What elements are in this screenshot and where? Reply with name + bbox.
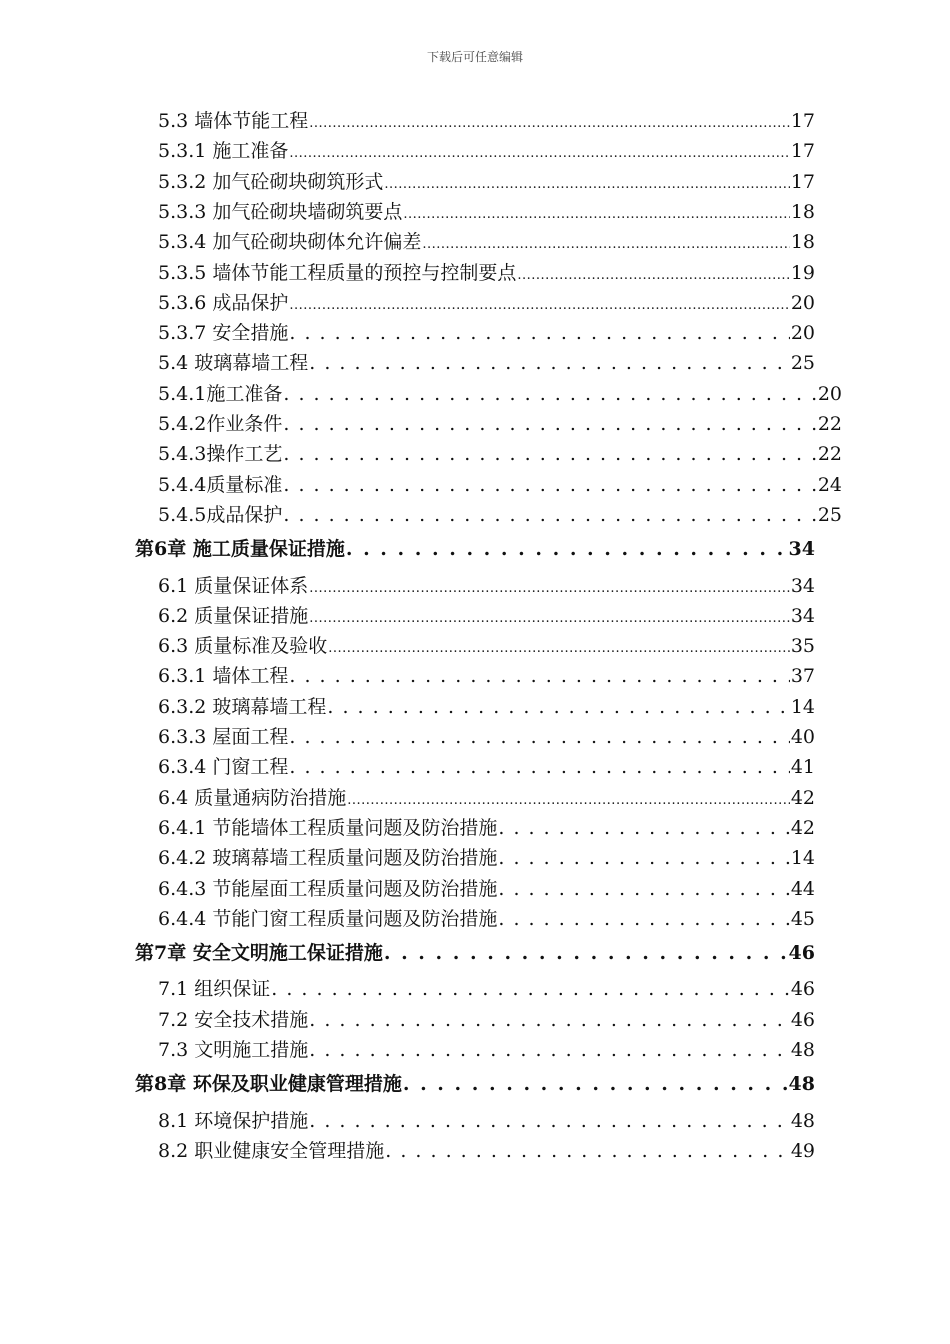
toc-entry-label: 8.1 环境保护措施 [158,1109,309,1132]
toc-entry-label: 第6章 施工质量保证措施 [135,538,345,561]
toc-entry[interactable] [158,813,815,843]
toc-dot-leader [346,534,788,564]
toc-page-number: 34 [790,604,815,627]
toc-entry-label: 5.4 玻璃幕墙工程 [158,352,309,375]
toc-page-number: 25 [817,503,842,526]
toc-entry-label: 5.4.5成品保护 [158,503,283,526]
toc-dot-leader [498,843,789,873]
toc-dot-leader [384,938,788,968]
toc-entry-label: 6.3.1 墙体工程 [158,665,289,688]
toc-page-number: 35 [790,635,815,658]
toc-chapter-entry[interactable] [135,1069,815,1099]
toc-entry-label: 5.4.3操作工艺 [158,443,283,466]
toc-dot-leader [283,500,816,530]
toc-dot-leader [289,136,789,169]
toc-entry[interactable] [158,379,842,409]
toc-entry[interactable] [158,904,815,934]
toc-page-number: 48 [790,1039,815,1061]
toc-page-number: 22 [817,443,842,466]
toc-entry-label: 5.3.1 施工准备 [158,140,289,163]
toc-page-number: 46 [790,978,815,1001]
toc-entry-label: 5.3.2 加气砼砌块砌筑形式 [158,170,384,193]
toc-entry[interactable] [158,288,815,318]
toc-entry[interactable] [158,1035,815,1065]
toc-page-number: 18 [790,200,815,223]
toc-chapter-entry[interactable] [135,938,815,968]
toc-entry-label: 5.3.6 成品保护 [158,291,289,314]
toc-page-number: 24 [817,473,842,496]
toc-entry[interactable] [158,1005,815,1035]
toc-page-number: 44 [790,877,815,900]
toc-entry-label: 5.3.7 安全措施 [158,322,289,345]
toc-entry[interactable] [158,631,815,661]
toc-entry-label: 5.3.4 加气砼砌块砌体允许偏差 [158,231,422,254]
toc-page-number: 14 [790,847,815,870]
toc-page-number: 19 [790,261,815,284]
toc-dot-leader [517,258,789,291]
toc-entry-label: 5.3 墙体节能工程 [158,110,309,132]
toc-page-number: 42 [790,786,815,809]
toc-entry-label: 5.3.3 加气砼砌块墙砌筑要点 [158,200,403,223]
toc-entry[interactable] [158,843,815,873]
toc-entry[interactable] [158,348,815,378]
toc-page-number: 18 [790,231,815,254]
toc-entry[interactable] [158,1106,815,1136]
toc-dot-leader [309,571,790,604]
toc-page-number: 45 [790,907,815,930]
toc-entry-label: 5.4.1施工准备 [158,382,283,405]
toc-dot-leader [309,1035,790,1065]
toc-entry[interactable] [158,722,815,752]
toc-dot-leader [309,1005,790,1035]
toc-entry-label: 6.4 质量通病防治措施 [158,786,347,809]
toc-page-number: 20 [790,322,815,345]
toc-entry[interactable] [158,752,815,782]
toc-entry[interactable] [158,227,815,257]
toc-dot-leader [403,197,789,230]
toc-entry-label: 6.3 质量标准及验收 [158,635,328,658]
toc-entry-label: 6.2 质量保证措施 [158,604,309,627]
toc-entry-label: 6.1 质量保证体系 [158,574,309,597]
toc-page-number: 25 [790,352,815,375]
toc-page-number: 14 [790,695,815,718]
toc-entry-label: 6.4.2 玻璃幕墙工程质量问题及防治措施 [158,847,498,870]
toc-page-number: 49 [790,1139,815,1162]
toc-entry-label: 7.1 组织保证 [158,978,271,1001]
toc-page-number: 20 [790,291,815,314]
toc-dot-leader [309,348,790,378]
toc-dot-leader [347,783,790,816]
toc-dot-leader [328,631,790,664]
toc-page-number: 17 [790,170,815,193]
toc-entry[interactable] [158,167,815,197]
toc-entry-label: 6.4.3 节能屋面工程质量问题及防治措施 [158,877,498,900]
toc-page-number: 40 [790,726,815,748]
toc-entry-label: 7.3 文明施工措施 [158,1039,309,1061]
toc-entry[interactable] [158,661,815,691]
toc-entry[interactable] [158,974,815,1004]
toc-entry[interactable] [158,571,815,601]
toc-entry[interactable] [158,106,815,136]
toc-entry[interactable] [158,874,815,904]
toc-entry[interactable] [158,197,815,227]
toc-dot-leader [283,470,816,500]
toc-entry-label: 5.4.2作业条件 [158,413,283,435]
toc-page-number: 17 [790,110,815,132]
toc-chapter-entry[interactable] [135,534,815,564]
toc-dot-leader [385,1136,790,1166]
toc-entry[interactable] [158,1136,815,1166]
toc-dot-leader [384,167,789,200]
toc-entry-label: 6.3.3 屋面工程 [158,726,289,748]
toc-dot-leader [498,904,789,934]
toc-entry-label: 第8章 环保及职业健康管理措施 [135,1073,402,1096]
toc-entry[interactable] [158,258,815,288]
toc-page-number: 22 [817,413,842,435]
toc-dot-leader [289,288,789,321]
toc-entry[interactable] [158,601,815,631]
toc-entry[interactable] [158,136,815,166]
toc-dot-leader [289,722,789,752]
toc-dot-leader [498,813,789,843]
toc-page-number: 46 [790,1008,815,1031]
toc-entry-label: 7.2 安全技术措施 [158,1008,309,1031]
toc-entry[interactable] [158,500,842,530]
toc-dot-leader [283,409,816,439]
toc-entry-label: 6.3.2 玻璃幕墙工程 [158,695,327,718]
toc-dot-leader [327,692,789,722]
toc-dot-leader [403,1069,788,1099]
toc-dot-leader [422,227,789,260]
toc-dot-leader [289,661,789,691]
toc-entry-label: 6.3.4 门窗工程 [158,756,289,779]
toc-entry-label: 5.4.4质量标准 [158,473,283,496]
toc-entry[interactable] [158,783,815,813]
toc-page-number: 48 [788,1073,815,1096]
toc-page-number: 41 [790,756,815,779]
toc-dot-leader [283,439,816,469]
toc-page-number: 17 [790,140,815,163]
toc-dot-leader [309,1106,790,1136]
toc-entry[interactable] [158,470,842,500]
toc-entry-label: 5.3.5 墙体节能工程质量的预控与控制要点 [158,261,517,284]
toc-page-number: 46 [788,942,815,965]
toc-dot-leader [289,318,789,348]
toc-entry-label: 第7章 安全文明施工保证措施 [135,942,383,965]
toc-entry[interactable] [158,409,842,439]
toc-entry[interactable] [158,318,815,348]
toc-entry-label: 8.2 职业健康安全管理措施 [158,1139,385,1162]
toc-dot-leader [309,106,790,139]
toc-dot-leader [289,752,789,782]
toc-dot-leader [283,379,816,409]
toc-dot-leader [271,974,790,1004]
toc-entry-label: 6.4.1 节能墙体工程质量问题及防治措施 [158,816,498,839]
toc-page-number: 34 [790,574,815,597]
toc-entry[interactable] [158,439,842,469]
toc-dot-leader [498,874,789,904]
toc-entry-label: 6.4.4 节能门窗工程质量问题及防治措施 [158,907,498,930]
toc-page-number: 48 [790,1109,815,1132]
toc-entry[interactable] [158,692,815,722]
toc-page-number: 37 [790,665,815,688]
page-header: 下载后可任意编辑 [426,50,523,64]
toc-page-number: 20 [817,382,842,405]
toc-page-number: 34 [788,538,815,561]
toc-dot-leader [309,601,790,634]
toc-page-number: 42 [790,816,815,839]
